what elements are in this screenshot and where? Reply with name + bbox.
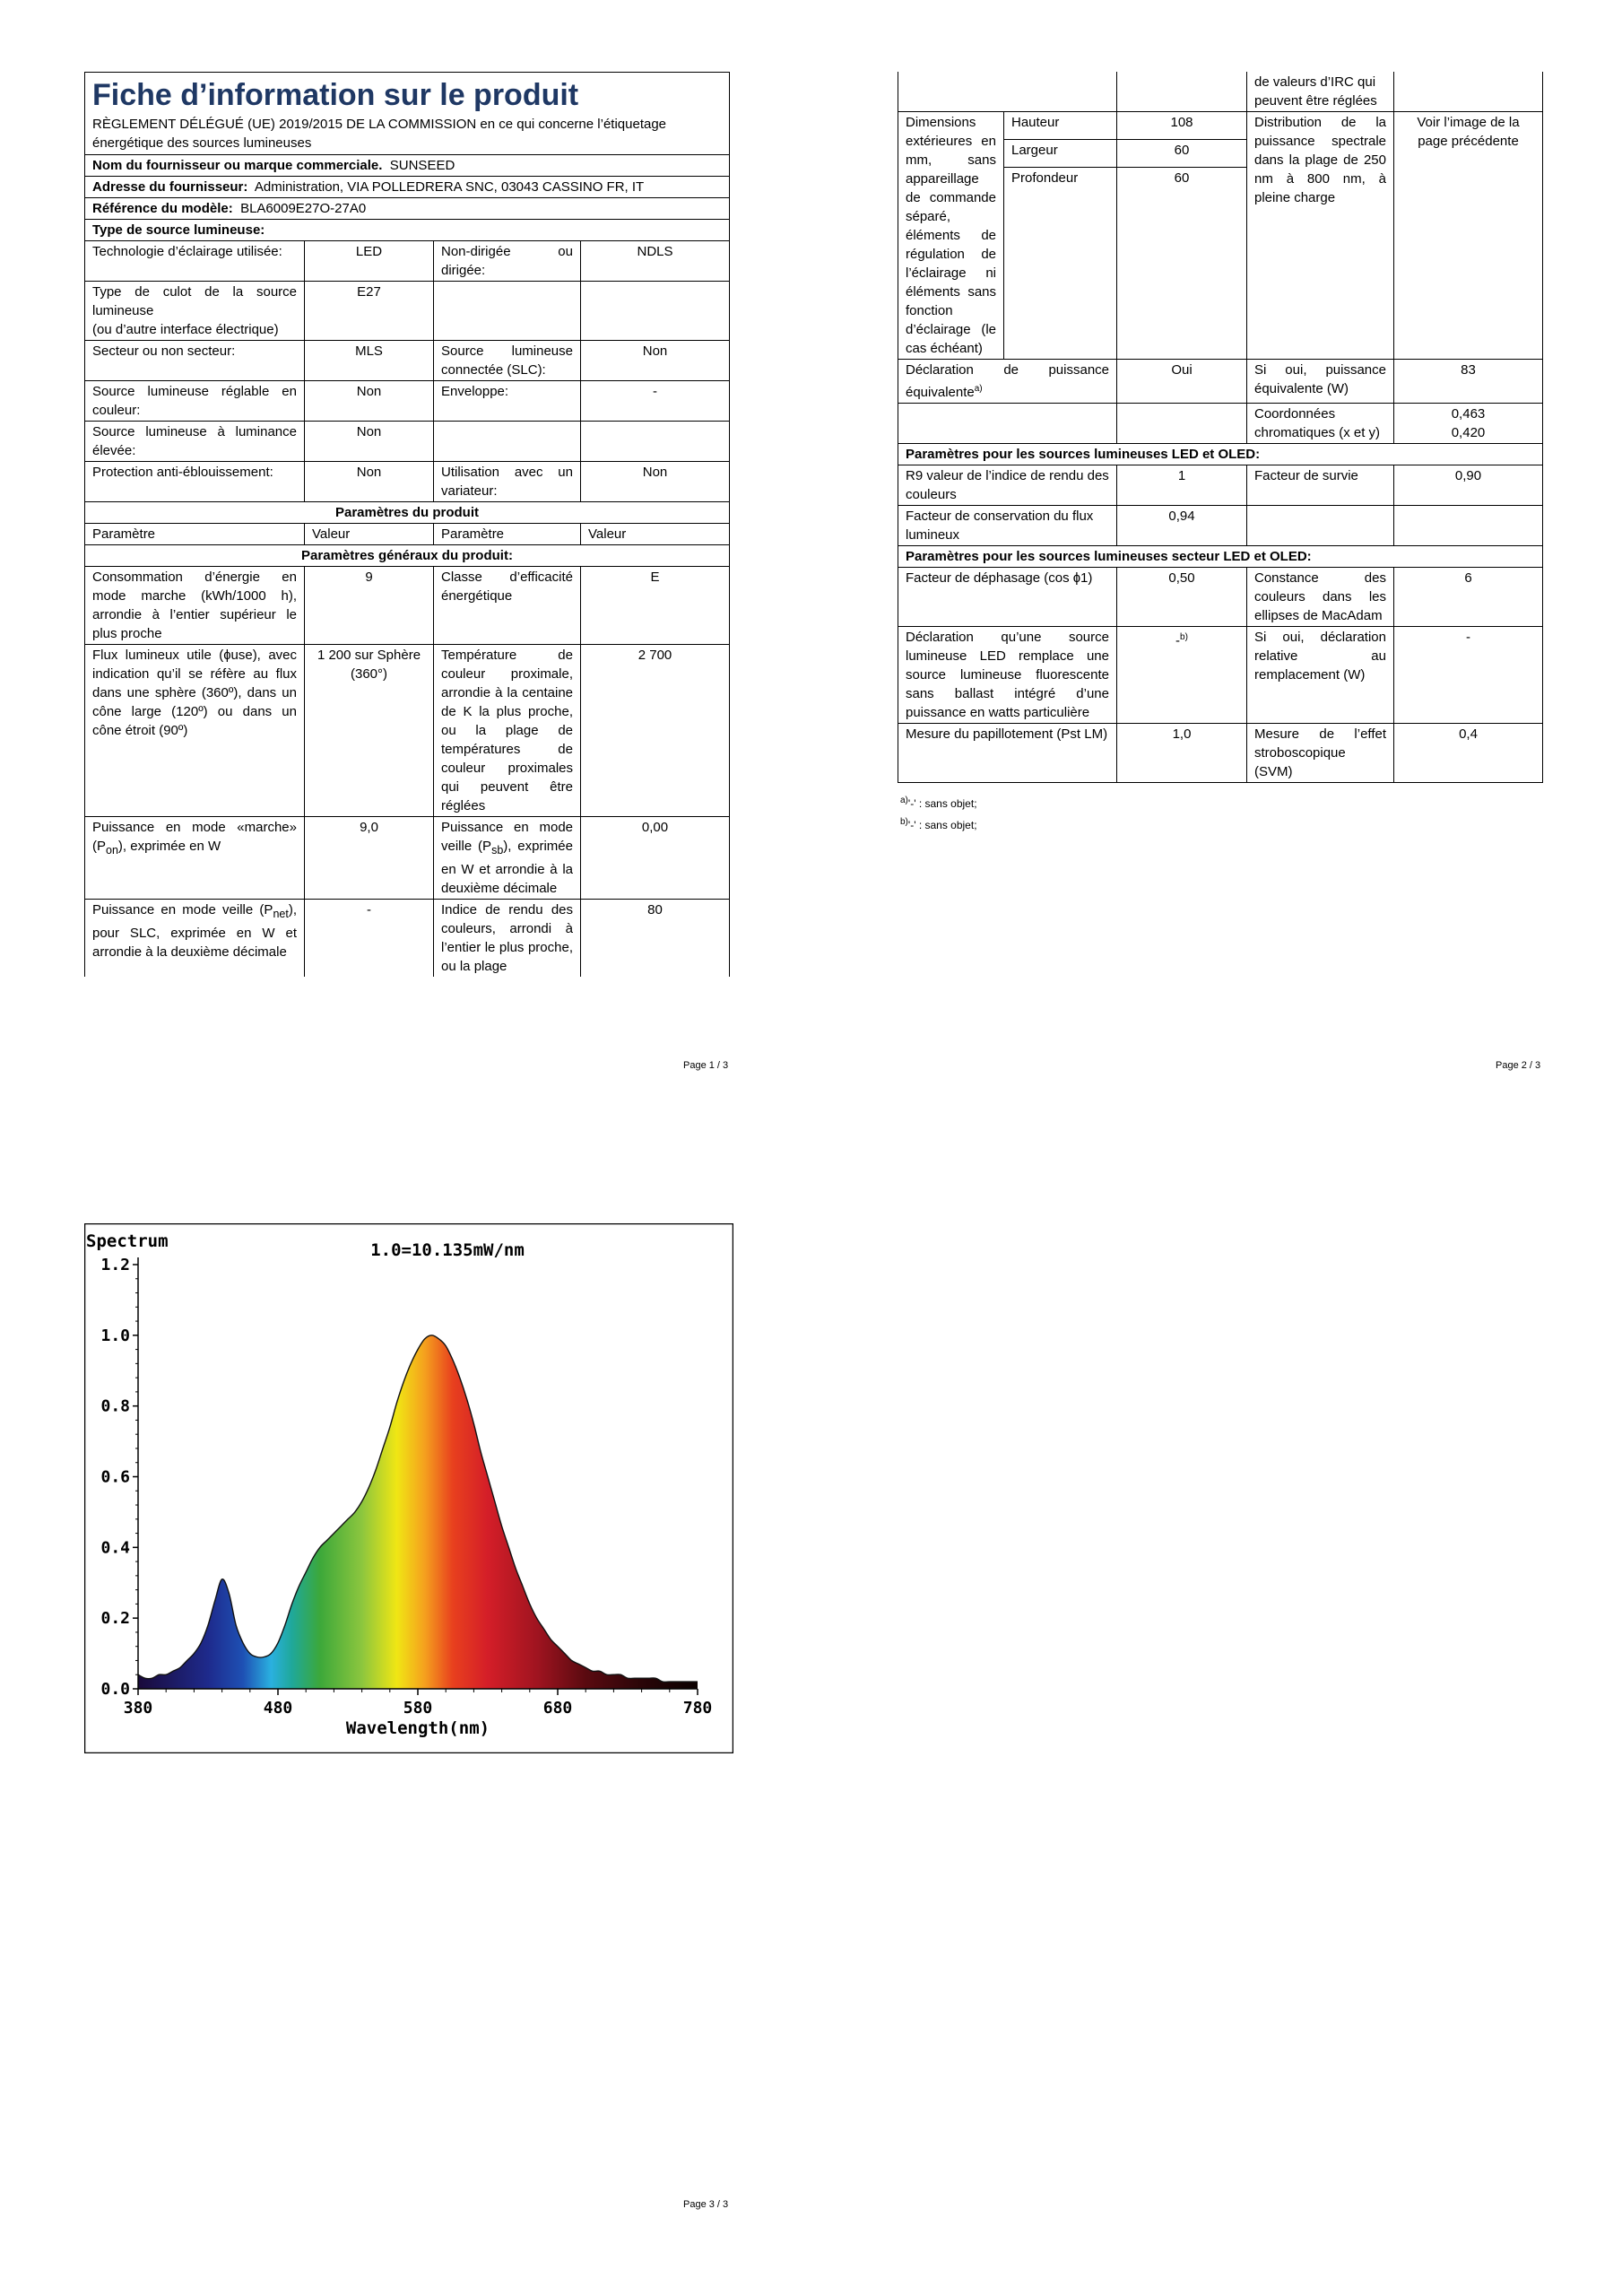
product-info-table-continued xyxy=(898,72,1543,783)
height-label: Hauteur xyxy=(1004,112,1117,140)
equiv-label-text: Déclaration de puissance équivalente xyxy=(906,362,1109,400)
width-label: Largeur xyxy=(1004,140,1117,168)
chart-title: Spectrum xyxy=(86,1231,169,1251)
page-title: Fiche d’information sur le produit xyxy=(92,78,579,112)
energy-value: 9 xyxy=(305,567,434,645)
footnote-a xyxy=(900,791,977,813)
page-number-1: Page 1 / 3 xyxy=(683,1060,729,1071)
spectral-value: Voir l’image de la page précédente xyxy=(1394,112,1543,360)
x-tick-label: 380 xyxy=(123,1699,153,1718)
supplier-name-label: Nom du fournisseur ou marque commerciale. xyxy=(92,158,383,173)
empty-cell xyxy=(1394,506,1543,546)
equiv-value: Oui xyxy=(1117,360,1247,404)
empty-cell xyxy=(898,72,1117,112)
supplier-name-row xyxy=(85,155,730,177)
spectrum-chart-svg xyxy=(84,1223,733,1753)
y-tick-label: 0.6 xyxy=(100,1467,130,1487)
on-power-label-a: Puissance en mode «marche» (P xyxy=(92,820,297,854)
footnote-b-mark: b) xyxy=(900,817,908,827)
mains-label: Secteur ou non secteur: xyxy=(85,341,305,381)
depth-label: Profondeur xyxy=(1004,168,1117,360)
net-standby-sub: net xyxy=(273,908,289,920)
product-params-heading: Paramètres du produit xyxy=(85,502,730,524)
standby-label-a: Puissance en mode veille (P xyxy=(441,820,573,854)
regulation-text: RÈGLEMENT DÉLÉGUÉ (UE) 2019/2015 DE LA COMMISSION en ce qui concerne l’étiquetage énergétique des sources lumineuses xyxy=(92,117,667,151)
footnote-a-text: '-' : sans objet; xyxy=(907,797,977,810)
equiv-label xyxy=(898,360,1117,404)
empty-cell xyxy=(581,282,730,341)
cap-value: E27 xyxy=(305,282,434,341)
macadam-label: Constance des couleurs dans les ellipses de MacAdam xyxy=(1247,568,1394,627)
y-tick-label: 0.8 xyxy=(100,1396,130,1416)
equiv-note: a) xyxy=(974,384,983,394)
y-tick-label: 0.2 xyxy=(100,1609,130,1629)
net-standby-value: - xyxy=(305,900,434,978)
phase-label: Facteur de déphasage (cos ɸ1) xyxy=(898,568,1117,627)
cri-continued: de valeurs d’IRC qui peuvent être réglées xyxy=(1247,72,1394,112)
x-tick-label: 480 xyxy=(263,1699,293,1718)
dimensions-label: Dimensions extérieures en mm, sans appareillage de commande séparé, éléments de régulation de l’éclairage ni éléments sans fonction d’éclairage (le cas échéant) xyxy=(898,112,1004,360)
efficiency-class-label: Classe d’efficacité énergétique xyxy=(434,567,581,645)
envelope-value: - xyxy=(581,381,730,422)
y-tick-label: 0.4 xyxy=(100,1538,130,1558)
mains-value: MLS xyxy=(305,341,434,381)
tech-label: Technologie d’éclairage utilisée: xyxy=(85,241,305,282)
standby-sub: sb xyxy=(491,844,504,857)
product-info-table xyxy=(84,72,730,977)
x-tick-label: 680 xyxy=(542,1699,573,1718)
lumen-maint-value: 0,94 xyxy=(1117,506,1247,546)
replace-label: Déclaration qu’une source lumineuse LED remplace une source lumineuse fluorescente sans ballast intégré d’une puissance en watts particulière xyxy=(898,627,1117,724)
efficiency-class-value: E xyxy=(581,567,730,645)
x-axis-label: Wavelength(nm) xyxy=(345,1718,490,1738)
spectral-label: Distribution de la puissance spectrale dans la plage de 250 nm à 800 nm, à pleine charge xyxy=(1247,112,1394,360)
supplier-address-label: Adresse du fournisseur: xyxy=(92,179,248,195)
high-luminance-value: Non xyxy=(305,422,434,462)
x-tick-label: 580 xyxy=(403,1699,433,1718)
spectrum-chart xyxy=(84,1223,733,1753)
empty-cell xyxy=(1117,72,1247,112)
survival-value: 0,90 xyxy=(1394,465,1543,506)
cri-value: 80 xyxy=(581,900,730,978)
empty-cell xyxy=(1394,72,1543,112)
chart-annotation: 1.0=10.135mW/nm xyxy=(370,1240,525,1260)
width-value: 60 xyxy=(1117,140,1247,168)
equiv-power-label: Si oui, puissance équivalente (W) xyxy=(1247,360,1394,404)
model-row xyxy=(85,198,730,220)
page-number-3: Page 3 / 3 xyxy=(683,2199,729,2210)
cap-label-cell xyxy=(85,282,305,341)
y-tick-label: 0.0 xyxy=(100,1680,130,1699)
footnote-a-mark: a) xyxy=(900,796,908,805)
replace-value: - xyxy=(1175,633,1181,648)
supplier-address-value: Administration, VIA POLLEDRERA SNC, 03043 CASSINO FR, IT xyxy=(254,179,645,195)
chroma-x: 0,463 xyxy=(1451,406,1486,422)
y-tick-label: 1.0 xyxy=(100,1326,130,1345)
footnote-b-text: '-' : sans objet; xyxy=(907,819,977,831)
r9-value: 1 xyxy=(1117,465,1247,506)
on-power-label xyxy=(85,817,305,900)
general-params-heading: Paramètres généraux du produit: xyxy=(85,545,730,567)
colour-tunable-value: Non xyxy=(305,381,434,422)
model-label: Référence du modèle: xyxy=(92,201,233,216)
supplier-name-value: SUNSEED xyxy=(389,158,455,173)
page2-sheet xyxy=(898,72,1542,783)
dimmable-value: Non xyxy=(581,462,730,502)
colour-tunable-label: Source lumineuse réglable en couleur: xyxy=(85,381,305,422)
empty-cell xyxy=(1247,506,1394,546)
y-tick-label: 1.2 xyxy=(100,1256,130,1274)
replace-rel-label: Si oui, déclaration relative au remplacement (W) xyxy=(1247,627,1394,724)
dimmable-label: Utilisation avec un variateur: xyxy=(434,462,581,502)
flicker-label: Mesure du papillotement (Pst LM) xyxy=(898,724,1117,783)
page1-sheet xyxy=(84,72,729,977)
r9-label: R9 valeur de l’indice de rendu des couleurs xyxy=(898,465,1117,506)
on-power-label-b: ), exprimée en W xyxy=(117,839,221,854)
flux-label: Flux lumineux utile (ɸuse), avec indication qu’il se réfère au flux dans une sphère (360º), dans un cône large (120º) ou dans un cône étroit (90º) xyxy=(85,645,305,817)
macadam-value: 6 xyxy=(1394,568,1543,627)
phase-value: 0,50 xyxy=(1117,568,1247,627)
directional-value: NDLS xyxy=(581,241,730,282)
col-header-param: Paramètre xyxy=(85,524,305,545)
cct-value: 2 700 xyxy=(581,645,730,817)
flux-value: 1 200 sur Sphère (360°) xyxy=(305,645,434,817)
energy-label: Consommation d’énergie en mode marche (kWh/1000 h), arrondie à l’entier supérieur le plus proche xyxy=(85,567,305,645)
replace-rel-value: - xyxy=(1394,627,1543,724)
directional-label: Non-dirigée ou dirigée: xyxy=(434,241,581,282)
supplier-address-row xyxy=(85,177,730,198)
depth-value: 60 xyxy=(1117,168,1247,360)
on-power-value: 9,0 xyxy=(305,817,434,900)
net-standby-label-a: Puissance en mode veille (P xyxy=(92,902,273,918)
empty-cell xyxy=(434,422,581,462)
chroma-values xyxy=(1394,404,1543,444)
flicker-value: 1,0 xyxy=(1117,724,1247,783)
on-power-sub: on xyxy=(106,844,118,857)
empty-cell xyxy=(898,404,1117,444)
anti-glare-label: Protection anti-éblouissement: xyxy=(85,462,305,502)
svm-label: Mesure de l’effet stroboscopique (SVM) xyxy=(1247,724,1394,783)
page-number-2: Page 2 / 3 xyxy=(1496,1060,1541,1071)
standby-label-b: ), exprimée en W et arrondie à la deuxième décimale xyxy=(441,839,573,896)
cct-label: Température de couleur proximale, arrondie à la centaine de K la plus proche, ou la plage de températures de couleur proximales qui peuvent être réglées xyxy=(434,645,581,817)
cap-label: Type de culot de la source lumineuse xyxy=(92,284,297,318)
svm-value: 0,4 xyxy=(1394,724,1543,783)
replace-value-cell xyxy=(1117,627,1247,724)
net-standby-label xyxy=(85,900,305,978)
x-tick-label: 780 xyxy=(682,1699,713,1718)
chroma-label: Coordonnées chromatiques (x et y) xyxy=(1247,404,1394,444)
chroma-y: 0,420 xyxy=(1451,425,1486,440)
empty-cell xyxy=(581,422,730,462)
connected-value: Non xyxy=(581,341,730,381)
col-header-value: Valeur xyxy=(581,524,730,545)
high-luminance-label: Source lumineuse à luminance élevée: xyxy=(85,422,305,462)
standby-label xyxy=(434,817,581,900)
standby-value: 0,00 xyxy=(581,817,730,900)
connected-label: Source lumineuse connectée (SLC): xyxy=(434,341,581,381)
envelope-label: Enveloppe: xyxy=(434,381,581,422)
empty-cell xyxy=(434,282,581,341)
col-header-param: Paramètre xyxy=(434,524,581,545)
col-header-value: Valeur xyxy=(305,524,434,545)
anti-glare-value: Non xyxy=(305,462,434,502)
height-value: 108 xyxy=(1117,112,1247,140)
survival-label: Facteur de survie xyxy=(1247,465,1394,506)
cri-label: Indice de rendu des couleurs, arrondi à l’entier le plus proche, ou la plage xyxy=(434,900,581,978)
tech-value: LED xyxy=(305,241,434,282)
empty-cell xyxy=(1117,404,1247,444)
source-type-heading: Type de source lumineuse: xyxy=(85,220,730,241)
footnote-b xyxy=(900,813,977,835)
net-standby-label-b: ), pour SLC, exprimée en W et arrondie à la deuxième décimale xyxy=(92,902,297,960)
cap-label-2: (ou d’autre interface électrique) xyxy=(92,322,279,337)
lumen-maint-label: Facteur de conservation du flux lumineux xyxy=(898,506,1117,546)
equiv-power-value: 83 xyxy=(1394,360,1543,404)
replace-note: b) xyxy=(1180,632,1188,642)
mains-led-heading: Paramètres pour les sources lumineuses secteur LED et OLED: xyxy=(898,546,1543,568)
model-value: BLA6009E27O-27A0 xyxy=(240,201,367,216)
led-oled-heading: Paramètres pour les sources lumineuses LED et OLED: xyxy=(898,444,1543,465)
